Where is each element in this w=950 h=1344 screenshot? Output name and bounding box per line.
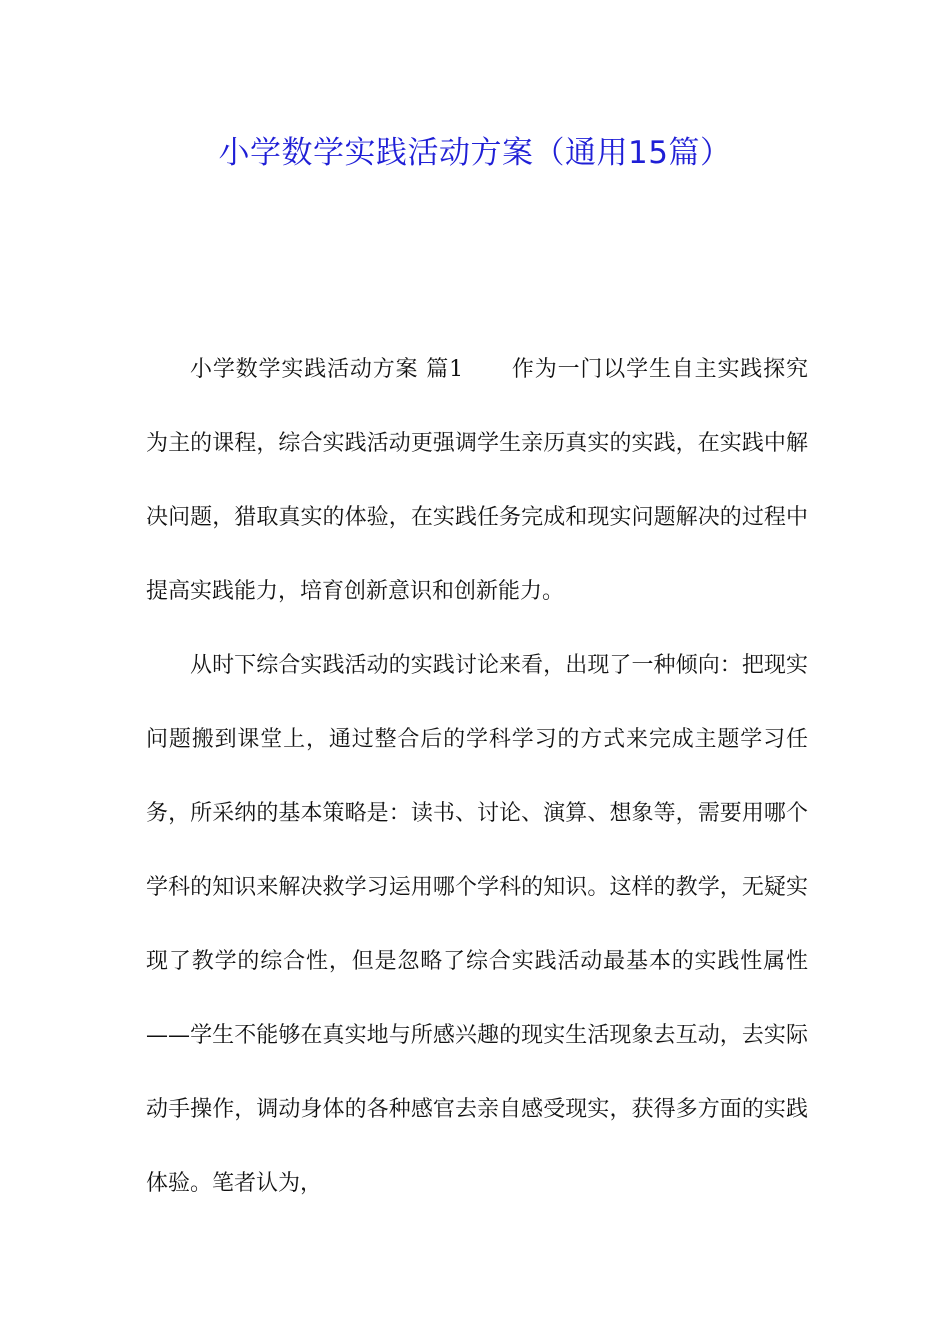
- document-title: 小学数学实践活动方案（通用15篇）: [218, 135, 732, 171]
- document-body: [146, 333, 808, 1221]
- paragraph-2: 从时下综合实践活动的实践讨论来看，出现了一种倾向：把现实问题搬到课堂上，通过整合后的学科学习的方式来完成主题学习任务，所采纳的基本策略是：读书、讨论、演算、想象等，需要用哪个学科的知识来解决救学习运用哪个学科的知识。这样的教学，无疑实现了教学的综合性，但是忽略了综合实践活动最基本的实践性属性——学生不能够在真实地与所感兴趣的现实生活现象去互动，去实际动手操作，调动身体的各种感官去亲自感受现实，获得多方面的实践体验。笔者认为，: [146, 653, 808, 1196]
- paragraph-1: [146, 333, 808, 629]
- paragraph-1-text: 作为一门以学生自主实践探究为主的课程，综合实践活动更强调学生亲历真实的实践，在实践中解决问题，猎取真实的体验，在实践任务完成和现实问题解决的过程中提高实践能力，培育创新意识和创新能力。: [146, 357, 808, 604]
- section-label: 小学数学实践活动方案 篇1: [190, 357, 464, 382]
